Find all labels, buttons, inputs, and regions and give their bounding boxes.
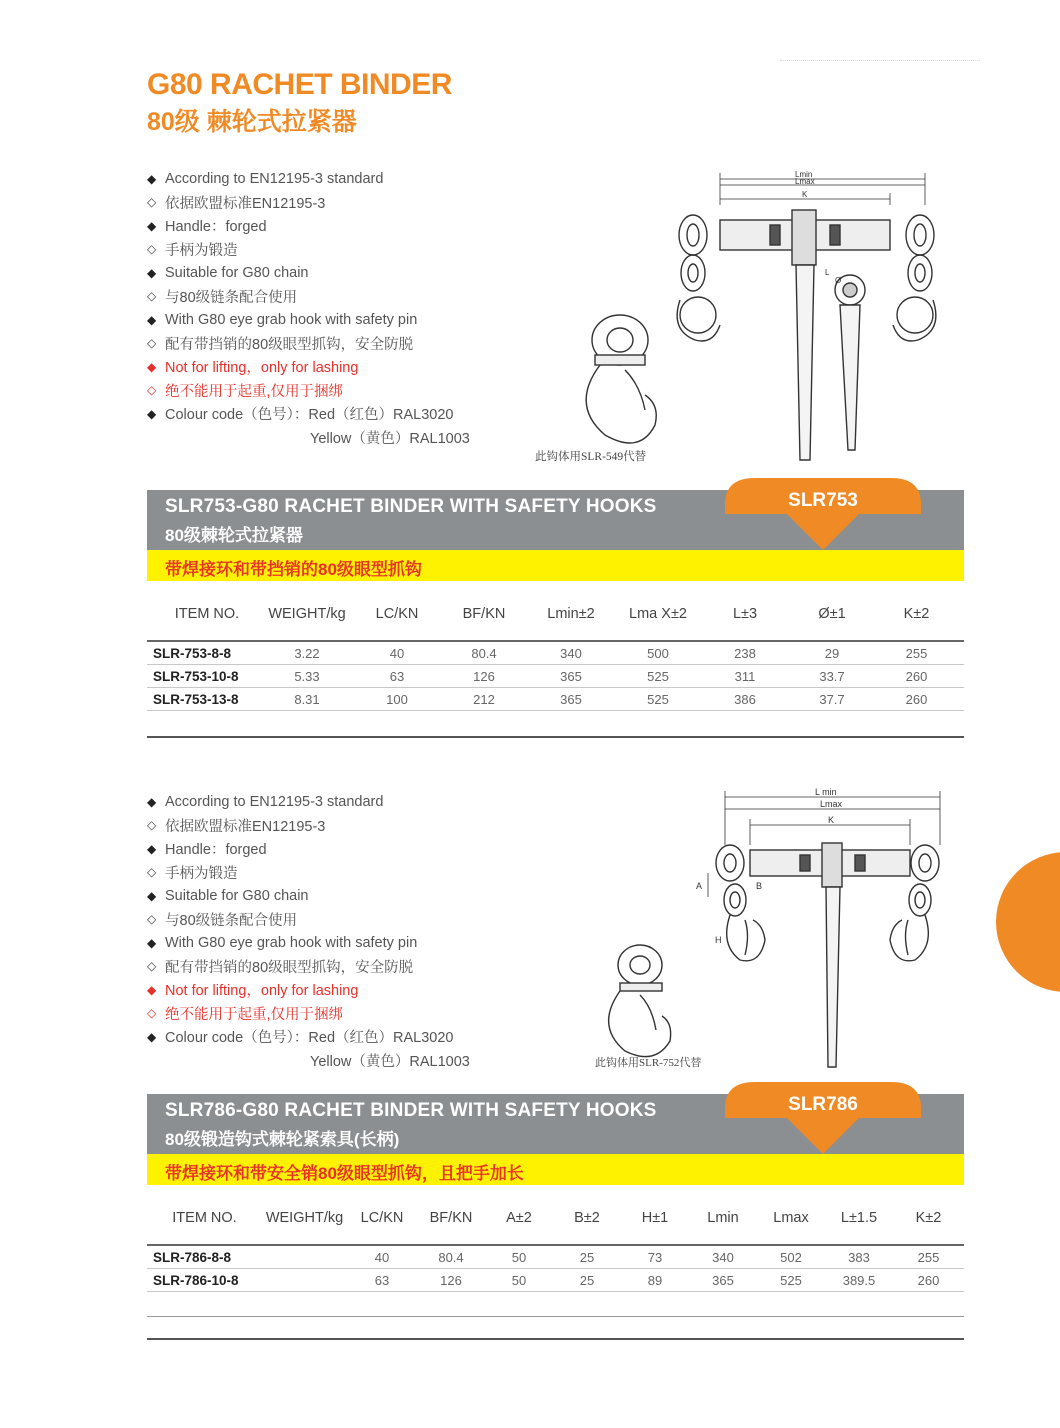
table-cell: 255 [869, 642, 964, 665]
dim-h: H [715, 935, 722, 945]
bullet-hollow-diamond-icon: ◇ [147, 242, 157, 257]
table-cell: 89 [621, 1269, 689, 1292]
feature-text: Colour code（色号）：Red（红色）RAL3020 [165, 407, 454, 424]
feature-text: Suitable for G80 chain [165, 264, 309, 281]
feature-text: Colour code（色号）：Red（红色）RAL3020 [165, 1030, 454, 1047]
feature-item [147, 261, 470, 285]
table-cell: 80.4 [417, 1246, 485, 1269]
band-title-en: SLR753-G80 RACHET BINDER WITH SAFETY HOOKS [165, 496, 657, 517]
column-header: ITEM NO. [147, 588, 267, 642]
table-cell [262, 1269, 347, 1292]
table-cell: 37.7 [795, 688, 869, 711]
bullet-hollow-diamond-icon: ◇ [147, 195, 157, 210]
band-subtitle: 带焊接环和带安全销80级眼型抓钩，且把手加长 [147, 1154, 964, 1185]
bullet-hollow-diamond-icon: ◇ [147, 865, 157, 880]
column-header: K±2 [869, 588, 964, 642]
dim-lmin: Lmin [795, 170, 813, 179]
feature-item [147, 308, 470, 332]
bullet-diamond-icon: ◆ [147, 312, 157, 327]
bullet-hollow-diamond-icon: ◇ [147, 959, 157, 974]
table-cell: 502 [757, 1246, 825, 1269]
feature-item [147, 1049, 470, 1073]
bullet-diamond-icon: ◆ [147, 218, 157, 233]
table-cell: 389.5 [825, 1269, 893, 1292]
feature-text: Yellow（黄色）RAL1003 [310, 430, 470, 447]
bullet-hollow-diamond-icon: ◇ [147, 289, 157, 304]
slr786-technical-drawing [590, 785, 960, 1075]
feature-item [147, 1002, 470, 1026]
feature-text: Not for lifting，only for lashing [165, 360, 359, 377]
bullet-hollow-diamond-icon: ◇ [147, 912, 157, 927]
column-header: ITEM NO. [147, 1192, 262, 1246]
feature-text: 依据欧盟标准EN12195-3 [165, 818, 326, 835]
feature-item [147, 814, 470, 838]
bullet-diamond-icon: ◆ [147, 935, 157, 950]
table-cell: 212 [447, 688, 521, 711]
feature-item [147, 167, 470, 191]
table-cell: 386 [695, 688, 795, 711]
table-cell: 80.4 [447, 642, 521, 665]
diagram-caption-slr786: 此钩体用SLR-752代替 [595, 1057, 702, 1069]
column-header: WEIGHT/kg [267, 588, 347, 642]
feature-item [147, 908, 470, 932]
table-cell: 40 [347, 1246, 417, 1269]
column-header: A±2 [485, 1192, 553, 1246]
table-cell: 3.22 [267, 642, 347, 665]
page-title-chinese: 80级 棘轮式拉紧器 [147, 108, 357, 136]
bullet-diamond-icon: ◆ [147, 794, 157, 809]
table-cell: 340 [689, 1246, 757, 1269]
column-header: B±2 [553, 1192, 621, 1246]
feature-text: 配有带挡销的80级眼型抓钩，安全防脱 [165, 959, 414, 976]
table-cell: 63 [347, 665, 447, 688]
table-row [147, 1246, 964, 1269]
feature-item [147, 355, 470, 379]
band-title-en: SLR786-G80 RACHET BINDER WITH SAFETY HOOKS [165, 1100, 657, 1121]
dim-l: L [825, 268, 830, 277]
decorative-orange-circle [996, 852, 1060, 992]
column-header: Lma X±2 [621, 588, 695, 642]
table-cell: 525 [757, 1269, 825, 1292]
feature-item [147, 931, 470, 955]
dim-b: B [756, 881, 763, 891]
table-cell: 255 [893, 1246, 964, 1269]
bullet-hollow-diamond-icon: ◇ [147, 383, 157, 398]
bullet-diamond-icon: ◆ [147, 359, 157, 374]
tag-shape [725, 1082, 921, 1154]
tag-label: SLR786 [788, 1094, 858, 1115]
table-cell: 525 [621, 665, 695, 688]
table-end-rule [147, 1338, 964, 1340]
dim-lmax: Lmax [795, 177, 815, 186]
bullet-diamond-icon: ◆ [147, 265, 157, 280]
feature-item [147, 861, 470, 885]
dim-lmax: Lmax [820, 799, 843, 809]
table-cell: 73 [621, 1246, 689, 1269]
table-cell: 25 [553, 1246, 621, 1269]
table-cell: 365 [689, 1269, 757, 1292]
item-number-cell: SLR-753-8-8 [147, 642, 267, 665]
feature-text: Suitable for G80 chain [165, 887, 309, 904]
feature-item [147, 379, 470, 403]
table-cell: 340 [521, 642, 621, 665]
feature-item [147, 332, 470, 356]
table-cell: 126 [447, 665, 521, 688]
feature-text: 绝不能用于起重,仅用于捆绑 [165, 1006, 344, 1023]
feature-item [147, 790, 470, 814]
diagram-caption-slr753: 此钩体用SLR-549代替 [535, 451, 647, 463]
feature-text: 与80级链条配合使用 [165, 289, 298, 306]
item-number-cell: SLR-786-8-8 [147, 1246, 262, 1269]
bullet-hollow-diamond-icon: ◇ [147, 818, 157, 833]
item-number-cell: SLR-786-10-8 [147, 1269, 262, 1292]
table-cell: 5.33 [267, 665, 347, 688]
column-header: Lmax [757, 1192, 825, 1246]
band-title-cn: 80级棘轮式拉紧器 [165, 526, 303, 545]
item-number-cell: SLR-753-10-8 [147, 665, 267, 688]
feature-text: Not for lifting，only for lashing [165, 983, 359, 1000]
column-header: K±2 [893, 1192, 964, 1246]
table-row [147, 665, 964, 688]
band-title-cn: 80级锻造钩式棘轮紧索具(长柄) [165, 1130, 400, 1149]
table-cell: 25 [553, 1269, 621, 1292]
feature-item [147, 214, 470, 238]
feature-list-slr753 [147, 167, 470, 449]
bullet-hollow-diamond-icon: ◇ [147, 1006, 157, 1021]
table-end-rule [147, 736, 964, 738]
model-tag-slr786 [725, 1082, 921, 1144]
bullet-diamond-icon: ◆ [147, 1029, 157, 1044]
column-header: L±3 [695, 588, 795, 642]
table-cell: 100 [347, 688, 447, 711]
feature-text: 绝不能用于起重,仅用于捆绑 [165, 383, 344, 400]
bullet-diamond-icon: ◆ [147, 982, 157, 997]
feature-text: Handle：forged [165, 842, 267, 859]
table-cell: 365 [521, 688, 621, 711]
spec-table-slr753 [147, 588, 964, 711]
feature-item [147, 238, 470, 262]
tag-label: SLR753 [788, 490, 858, 511]
table-cell: 260 [869, 665, 964, 688]
column-header: WEIGHT/kg [262, 1192, 347, 1246]
bullet-diamond-icon: ◆ [147, 406, 157, 421]
feature-text: According to EN12195-3 standard [165, 170, 384, 187]
table-cell [262, 1246, 347, 1269]
page-title: G80 RACHET BINDER [147, 68, 452, 101]
spec-table-slr786 [147, 1192, 964, 1292]
table-cell: 8.31 [267, 688, 347, 711]
column-header: H±1 [621, 1192, 689, 1246]
feature-text: 与80级链条配合使用 [165, 912, 298, 929]
feature-item [147, 191, 470, 215]
band-subtitle: 带焊接环和带挡销的80级眼型抓钩 [147, 550, 964, 581]
feature-text: 手柄为锻造 [165, 242, 238, 259]
feature-item [147, 285, 470, 309]
feature-item [147, 402, 470, 426]
table-end-rule-thin [147, 1316, 964, 1317]
table-row [147, 688, 964, 711]
feature-text: 手柄为锻造 [165, 865, 238, 882]
dim-a: A [696, 881, 703, 891]
table-cell: 383 [825, 1246, 893, 1269]
dim-k: K [802, 190, 808, 199]
feature-item [147, 978, 470, 1002]
table-cell: 311 [695, 665, 795, 688]
feature-item [147, 884, 470, 908]
dim-phi: Ø [835, 276, 842, 285]
column-header: Lmin±2 [521, 588, 621, 642]
feature-text: According to EN12195-3 standard [165, 793, 384, 810]
feature-text: With G80 eye grab hook with safety pin [165, 934, 418, 951]
table-row [147, 642, 964, 665]
column-header: LC/KN [347, 1192, 417, 1246]
feature-item [147, 426, 470, 450]
table-cell: 33.7 [795, 665, 869, 688]
feature-text: 依据欧盟标准EN12195-3 [165, 195, 326, 212]
feature-item [147, 837, 470, 861]
bullet-diamond-icon: ◆ [147, 888, 157, 903]
column-header: Lmin [689, 1192, 757, 1246]
tag-shape [725, 478, 921, 550]
column-header: BF/KN [447, 588, 521, 642]
column-header: BF/KN [417, 1192, 485, 1246]
dim-lmin: L min [815, 787, 837, 797]
feature-item [147, 955, 470, 979]
table-cell: 365 [521, 665, 621, 688]
feature-text: 配有带挡销的80级眼型抓钩，安全防脱 [165, 336, 414, 353]
feature-item [147, 1025, 470, 1049]
feature-text: Yellow（黄色）RAL1003 [310, 1053, 470, 1070]
column-header: Ø±1 [795, 588, 869, 642]
top-divider [780, 60, 980, 61]
table-cell: 238 [695, 642, 795, 665]
table-cell: 126 [417, 1269, 485, 1292]
bullet-diamond-icon: ◆ [147, 841, 157, 856]
feature-list-slr786 [147, 790, 470, 1072]
bullet-hollow-diamond-icon: ◇ [147, 336, 157, 351]
table-row [147, 1269, 964, 1292]
feature-text: Handle：forged [165, 219, 267, 236]
dim-k: K [828, 815, 835, 825]
table-cell: 50 [485, 1269, 553, 1292]
model-tag-slr753 [725, 478, 921, 540]
table-cell: 525 [621, 688, 695, 711]
column-header: L±1.5 [825, 1192, 893, 1246]
table-cell: 63 [347, 1269, 417, 1292]
table-cell: 500 [621, 642, 695, 665]
item-number-cell: SLR-753-13-8 [147, 688, 267, 711]
column-header: LC/KN [347, 588, 447, 642]
table-cell: 40 [347, 642, 447, 665]
table-cell: 29 [795, 642, 869, 665]
slr753-technical-drawing [530, 165, 960, 470]
bullet-diamond-icon: ◆ [147, 171, 157, 186]
table-cell: 260 [893, 1269, 964, 1292]
table-cell: 260 [869, 688, 964, 711]
table-cell: 50 [485, 1246, 553, 1269]
feature-text: With G80 eye grab hook with safety pin [165, 311, 418, 328]
